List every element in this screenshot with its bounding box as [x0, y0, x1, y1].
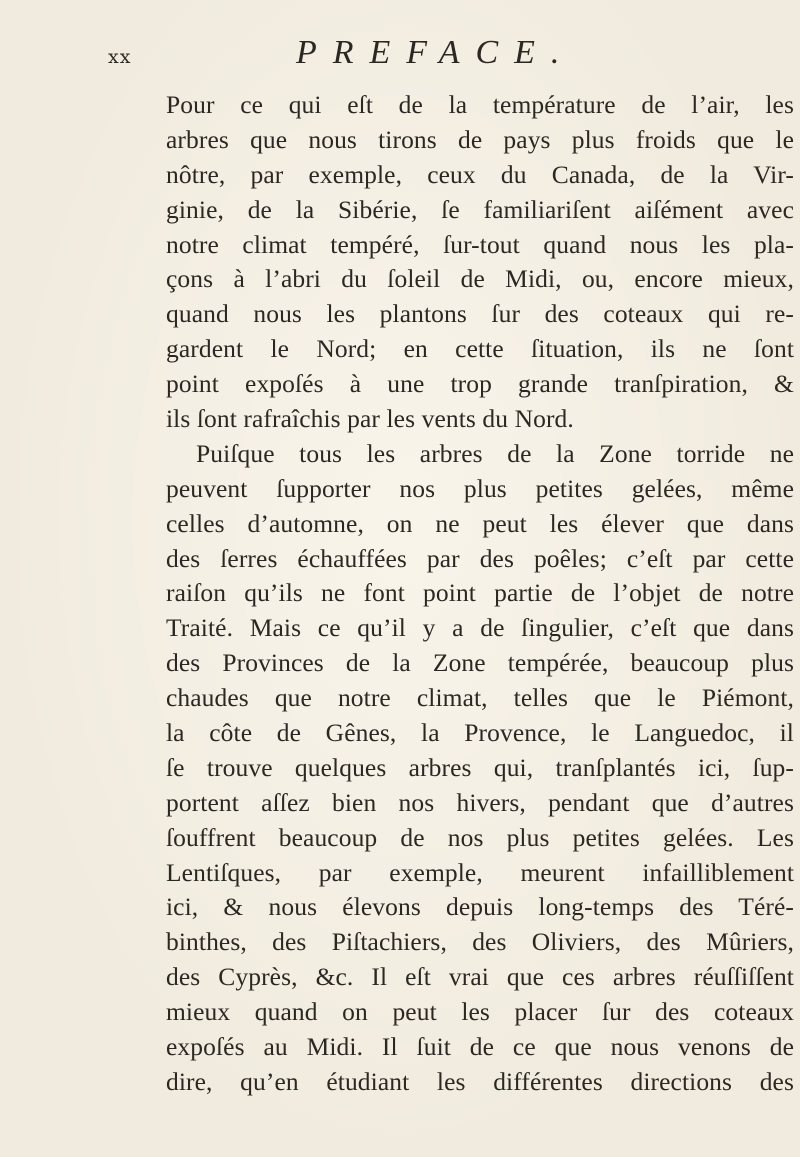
text-line: des Cyprès, &c. Il eſt vrai que ces arbres réuſſiſſent: [166, 962, 794, 992]
text-line: chaudes que notre climat, telles que le Piémont,: [166, 683, 794, 713]
text-line: gardent le Nord; en cette ſituation, ils ne ſont: [166, 334, 794, 364]
text-line: ſouffrent beaucoup de nos plus petites gelées. Les: [166, 822, 794, 852]
text-line: portent aſſez bien nos hivers, pendant que d’autres: [166, 787, 794, 817]
text-line: quand nous les plantons ſur des coteaux qui re-: [166, 299, 794, 329]
text-line: ſe trouve quelques arbres qui, tranſplantés ici, ſup-: [166, 752, 794, 782]
page-title: PREFACE.: [296, 34, 576, 71]
text-line: Puiſque tous les arbres de la Zone torride ne: [196, 438, 794, 468]
text-line: des Provinces de la Zone tempérée, beaucoup plus: [166, 648, 794, 678]
text-line: mieux quand on peut les placer ſur des coteaux: [166, 997, 794, 1027]
text-line: Traité. Mais ce qu’il y a de ſingulier, c’eſt que dans: [166, 613, 794, 643]
text-line: ils ſont rafraîchis par les vents du Nord.: [166, 404, 574, 434]
text-line: notre climat tempéré, ſur-tout quand nous les pla-: [166, 229, 794, 259]
text-line: point expoſés à une trop grande tranſpiration, &: [166, 369, 794, 399]
page-number: xx: [108, 46, 132, 68]
text-line: binthes, des Piſtachiers, des Oliviers, des Mûriers,: [166, 927, 794, 957]
running-head: [108, 30, 748, 80]
text-line: Pour ce qui eſt de la température de l’air, les: [166, 90, 794, 119]
text-line: raiſon qu’ils ne font point partie de l’objet de notre: [166, 578, 794, 608]
text-line: dire, qu’en étudiant les différentes directions des: [166, 1066, 794, 1096]
text-line: Lentiſques, par exemple, meurent infailliblement: [166, 857, 794, 887]
text-line: celles d’automne, on ne peut les élever que dans: [166, 508, 794, 538]
text-line: expoſés au Midi. Il ſuit de ce que nous venons de: [166, 1032, 794, 1062]
text-line: ginie, de la Sibérie, ſe familiariſent aiſément avec: [166, 194, 794, 224]
text-line: arbres que nous tirons de pays plus froids que le: [166, 124, 794, 154]
text-line: ici, & nous élevons depuis long-temps des Téré-: [166, 892, 794, 922]
text-line: peuvent ſupporter nos plus petites gelées, même: [166, 473, 794, 503]
text-line: nôtre, par exemple, ceux du Canada, de la Vir-: [166, 159, 794, 189]
text-line: la côte de Gênes, la Provence, le Languedoc, il: [166, 718, 794, 748]
body-text: [166, 88, 794, 1100]
text-line: des ſerres échauffées par des poêles; c’eſt par cette: [166, 543, 794, 573]
text-line: çons à l’abri du ſoleil de Midi, ou, encore mieux,: [166, 264, 794, 294]
